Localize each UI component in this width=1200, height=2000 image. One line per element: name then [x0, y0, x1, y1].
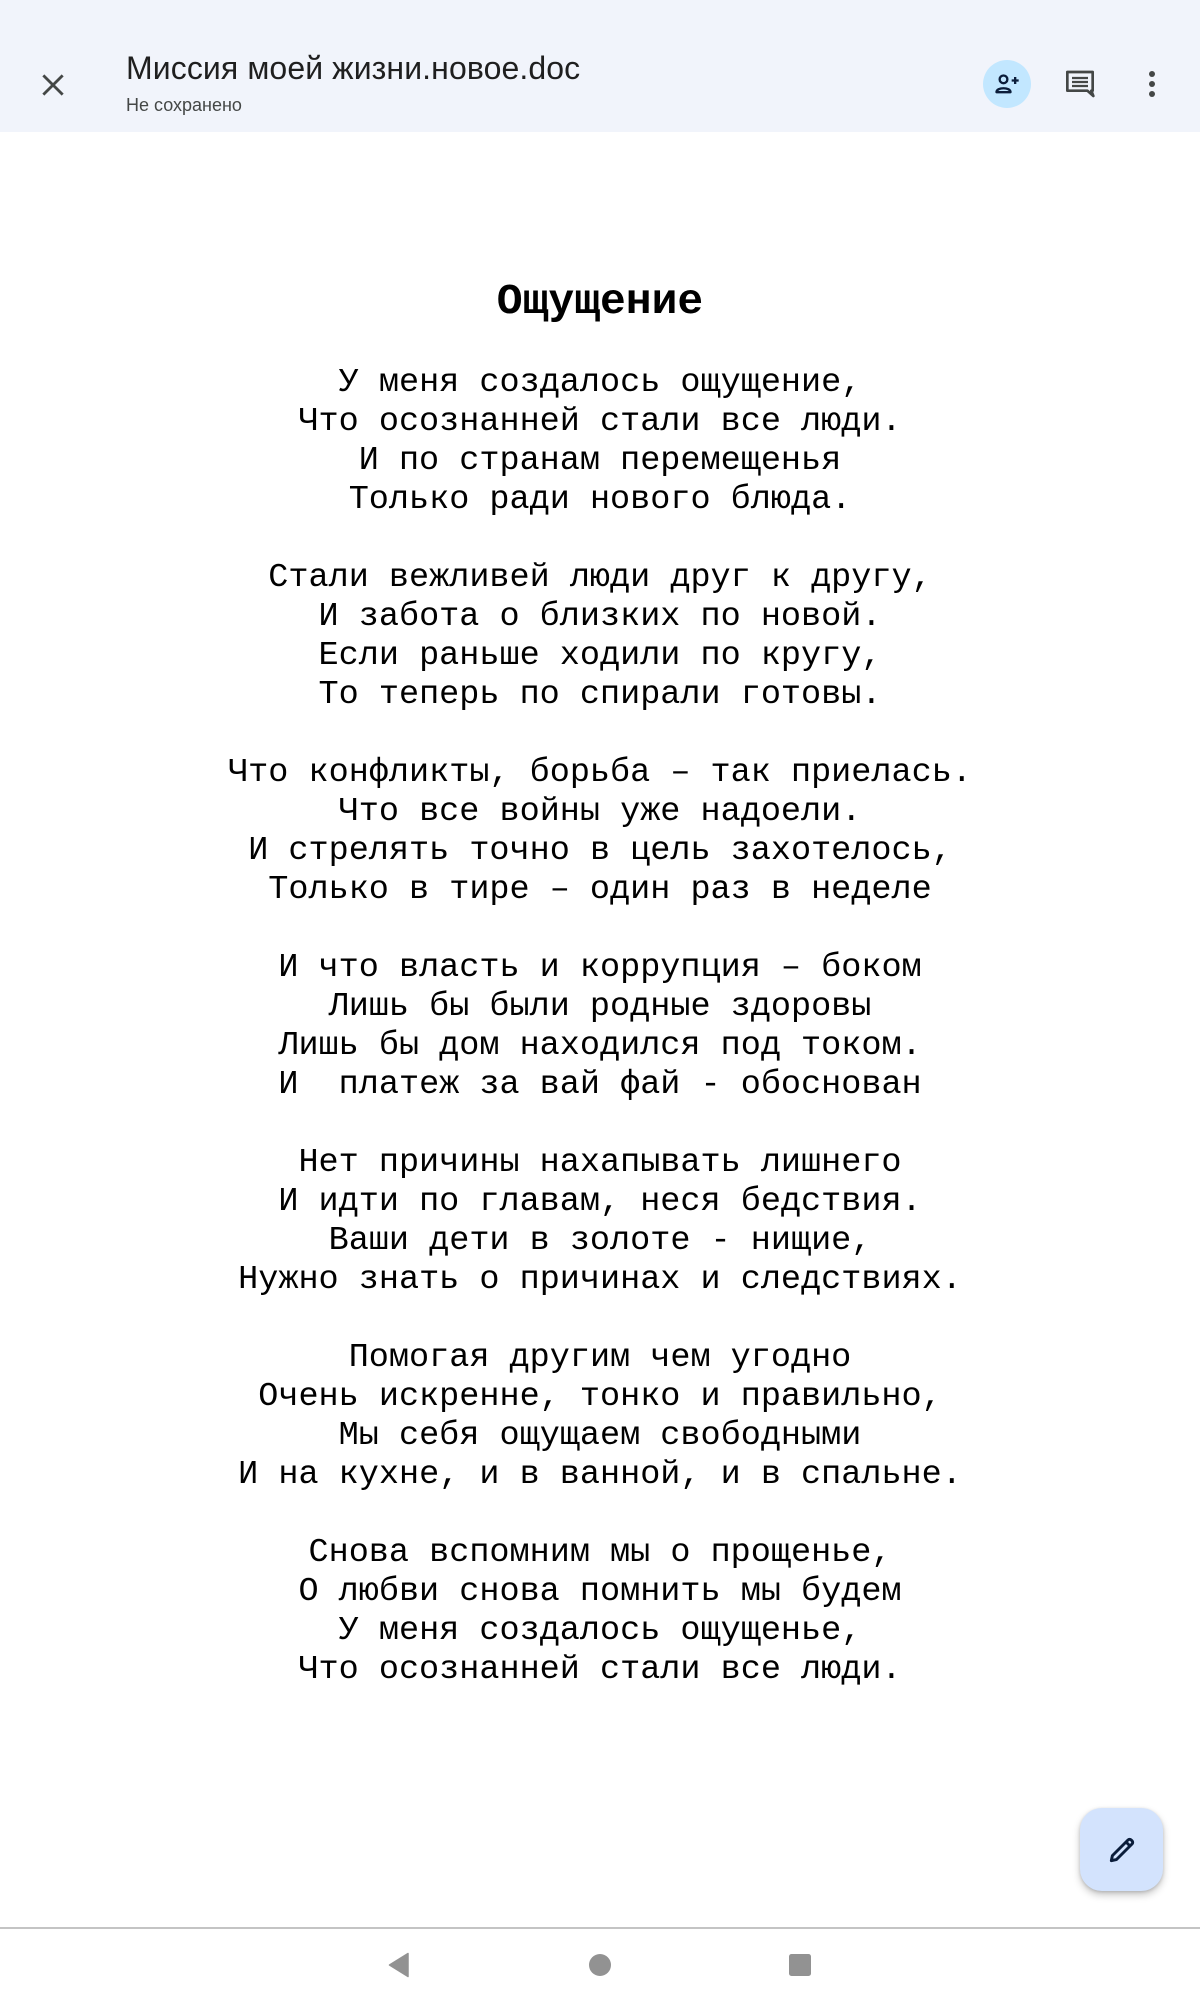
- poem-line: Нужно знать о причинах и следствиях.: [238, 1261, 962, 1299]
- stanza: [0, 559, 1200, 715]
- poem-line: И по странам перемещенья: [358, 442, 842, 480]
- recents-icon: [788, 1953, 812, 1977]
- poem-line: Лишь бы были родные здоровы: [328, 988, 872, 1026]
- person-add-icon: [993, 70, 1021, 98]
- poem-line: Помогая другим чем угодно: [348, 1339, 852, 1377]
- back-icon: [387, 1952, 411, 1978]
- home-button[interactable]: [576, 1941, 624, 1989]
- comment-icon: [1064, 68, 1096, 100]
- more-vert-icon: [1147, 69, 1157, 99]
- poem-line: Ваши дети в золоте - нищие,: [328, 1222, 872, 1260]
- app-bar: [0, 0, 1200, 132]
- poem-line: У меня создалось ощущенье,: [338, 1612, 862, 1650]
- poem-line: И идти по главам, неся бедствия.: [278, 1183, 922, 1221]
- poem-line: Если раньше ходили по кругу,: [318, 637, 882, 675]
- poem-line: И платеж за вай фай - обоснован: [278, 1066, 922, 1104]
- poem-body: [0, 364, 1200, 1729]
- poem-line: Что все войны уже надоели.: [338, 793, 862, 831]
- stanza: [0, 364, 1200, 520]
- poem-line: Только в тире – один раз в неделе: [268, 871, 932, 909]
- poem-line: И на кухне, и в ванной, и в спальне.: [238, 1456, 962, 1494]
- poem-line: Нет причины нахапывать лишнего: [298, 1144, 902, 1182]
- document-canvas[interactable]: [0, 132, 1200, 1927]
- poem-line: Очень искренне, тонко и правильно,: [258, 1378, 942, 1416]
- close-button[interactable]: [24, 56, 82, 114]
- stanza: [0, 1534, 1200, 1690]
- poem-line: О любви снова помнить мы будем: [298, 1573, 902, 1611]
- poem-line: То теперь по спирали готовы.: [318, 676, 882, 714]
- comments-button[interactable]: [1056, 60, 1104, 108]
- poem-line: Лишь бы дом находился под током.: [278, 1027, 922, 1065]
- poem-line: И что власть и коррупция – боком: [278, 949, 922, 987]
- poem-line: Что конфликты, борьба – так приелась.: [228, 754, 972, 792]
- close-icon: [40, 72, 66, 98]
- poem-title: Ощущение: [496, 277, 704, 326]
- poem-line: И забота о близких по новой.: [318, 598, 882, 636]
- edit-button[interactable]: [1080, 1808, 1163, 1891]
- share-button[interactable]: [983, 60, 1031, 108]
- save-status: Не сохранено: [126, 95, 242, 115]
- poem-line: И стрелять точно в цель захотелось,: [248, 832, 952, 870]
- poem-line: Мы себя ощущаем свободными: [338, 1417, 862, 1455]
- stanza: [0, 754, 1200, 910]
- poem-line: Стали вежливей люди друг к другу,: [268, 559, 932, 597]
- more-options-button[interactable]: [1128, 60, 1176, 108]
- poem-line: Только ради нового блюда.: [348, 481, 852, 519]
- stanza: [0, 949, 1200, 1105]
- stanza: [0, 1339, 1200, 1495]
- edit-pencil-icon: [1106, 1834, 1138, 1866]
- stanza: [0, 1144, 1200, 1300]
- back-button[interactable]: [375, 1941, 423, 1989]
- recents-button[interactable]: [776, 1941, 824, 1989]
- poem-line: Что осознанней стали все люди.: [298, 1651, 902, 1689]
- poem-line: У меня создалось ощущение,: [338, 364, 862, 402]
- poem-line: Снова вспомним мы о прощенье,: [308, 1534, 892, 1572]
- home-icon: [588, 1953, 612, 1977]
- document-title: Миссия моей жизни.новое.doc: [126, 50, 581, 86]
- system-nav-bar: [0, 1929, 1200, 2000]
- poem-line: Что осознанней стали все люди.: [298, 403, 902, 441]
